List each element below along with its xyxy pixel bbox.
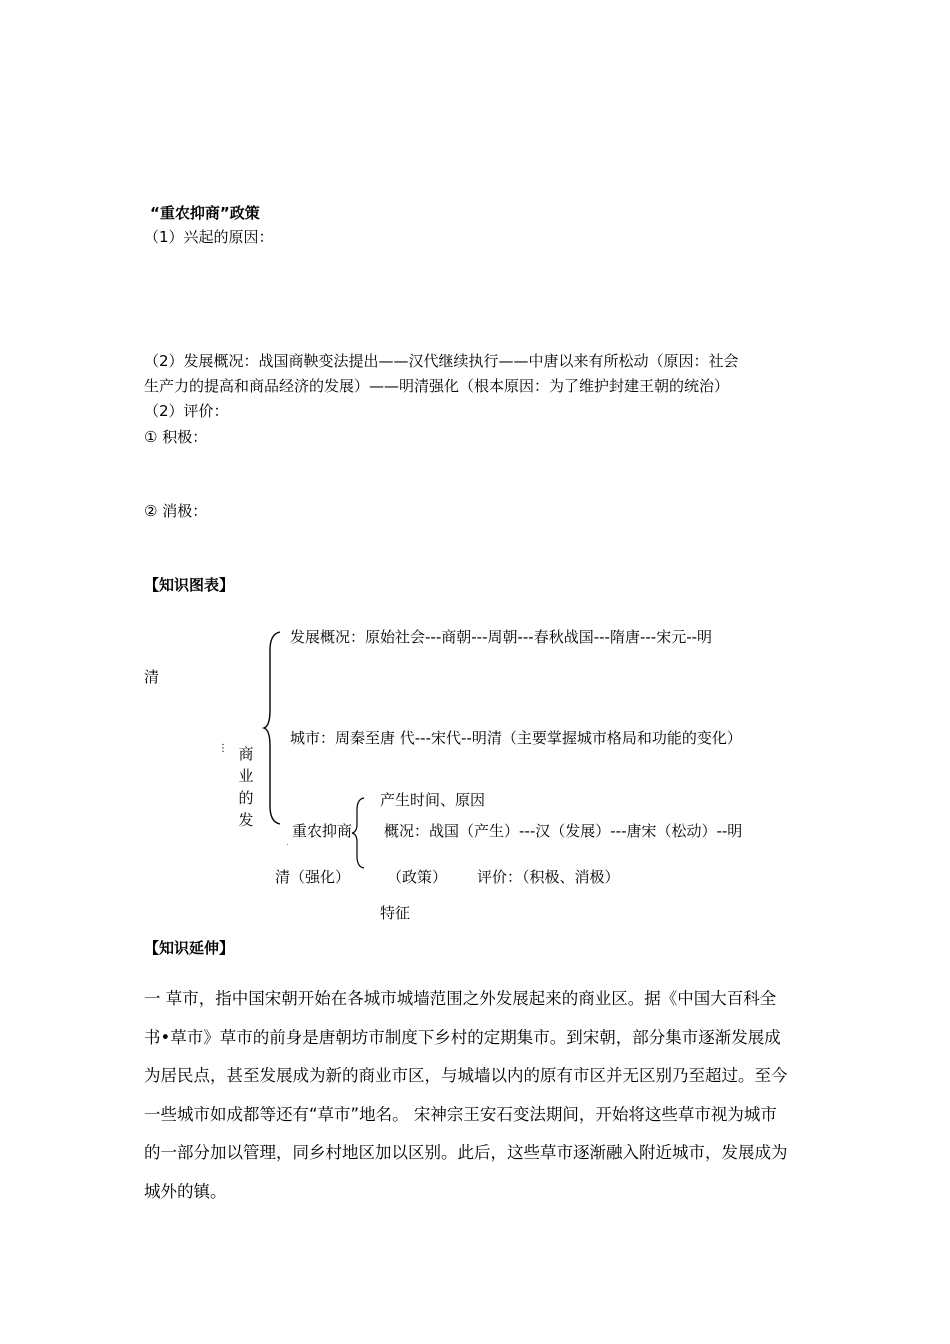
evaluation-negative: ② 消极： xyxy=(144,502,208,520)
policy-evaluation: 评价：（积极、消极） xyxy=(477,868,620,886)
policy-time: 产生时间、原因 xyxy=(380,791,486,809)
policy-overview: 概况：战国（产生）---汉（发展）---唐宋（松动）--明 xyxy=(384,822,743,840)
evaluation-positive: ① 积极： xyxy=(144,428,208,446)
extension-line: 一 草市，指中国宋朝开始在各城市城墙范围之外发展起来的商业区。据《中国大百科全 xyxy=(144,989,777,1008)
extension-line: 城外的镇。 xyxy=(144,1182,227,1201)
vertical-char: 商 xyxy=(238,745,254,763)
policy-feature: 特征 xyxy=(380,904,411,922)
dotted-marker: ⋮ xyxy=(218,743,228,754)
extension-line: 的一部分加以管理，同乡村地区加以区别。此后，这些草市逐渐融入附近城市，发展成为 xyxy=(144,1143,788,1162)
small-marker: . xyxy=(286,837,290,848)
vertical-label xyxy=(237,743,255,831)
policy-overview-cont: 清（强化） xyxy=(275,868,351,886)
dev-overview-cont: 清 xyxy=(144,668,160,686)
section-title: “重农抑商”政策 xyxy=(150,204,260,222)
extension-line: 书•草市》草市的前身是唐朝坊市制度下乡村的定期集市。到宋朝，部分集市逐渐发展成 xyxy=(144,1028,781,1047)
development-line-1: （2）发展概况：战国商鞅变法提出——汉代继续执行——中唐以来有所松动（原因：社会 xyxy=(144,352,739,370)
main-brace xyxy=(262,630,282,825)
question-evaluation: （2）评价： xyxy=(144,402,229,420)
vertical-char: 业 xyxy=(238,767,254,785)
policy-label: 重农抑商 xyxy=(292,822,353,840)
policy-note: （政策） xyxy=(387,868,448,886)
vertical-char: 发 xyxy=(238,811,254,829)
section-knowledge-chart: 【知识图表】 xyxy=(144,576,235,594)
extension-line: 为居民点，甚至发展成为新的商业市区，与城墙以内的原有市区并无区别乃至超过。至今 xyxy=(144,1066,788,1085)
policy-brace xyxy=(350,796,366,870)
development-line-2: 生产力的提高和商品经济的发展）——明清强化（根本原因：为了维护封建王朝的统治） xyxy=(144,377,730,395)
extension-line: 一些城市如成都等还有“草市”地名。 宋神宗王安石变法期间，开始将这些草市视为城市 xyxy=(144,1105,777,1124)
question-causes: （1）兴起的原因： xyxy=(144,228,274,246)
dev-overview: 发展概况：原始社会---商朝---周朝---春秋战国---隋唐---宋元--明 xyxy=(290,628,713,646)
vertical-char: 的 xyxy=(238,789,254,807)
section-knowledge-extension: 【知识延伸】 xyxy=(144,939,235,957)
city-line: 城市：周秦至唐 代---宋代--明清（主要掌握城市格局和功能的变化） xyxy=(290,729,742,747)
